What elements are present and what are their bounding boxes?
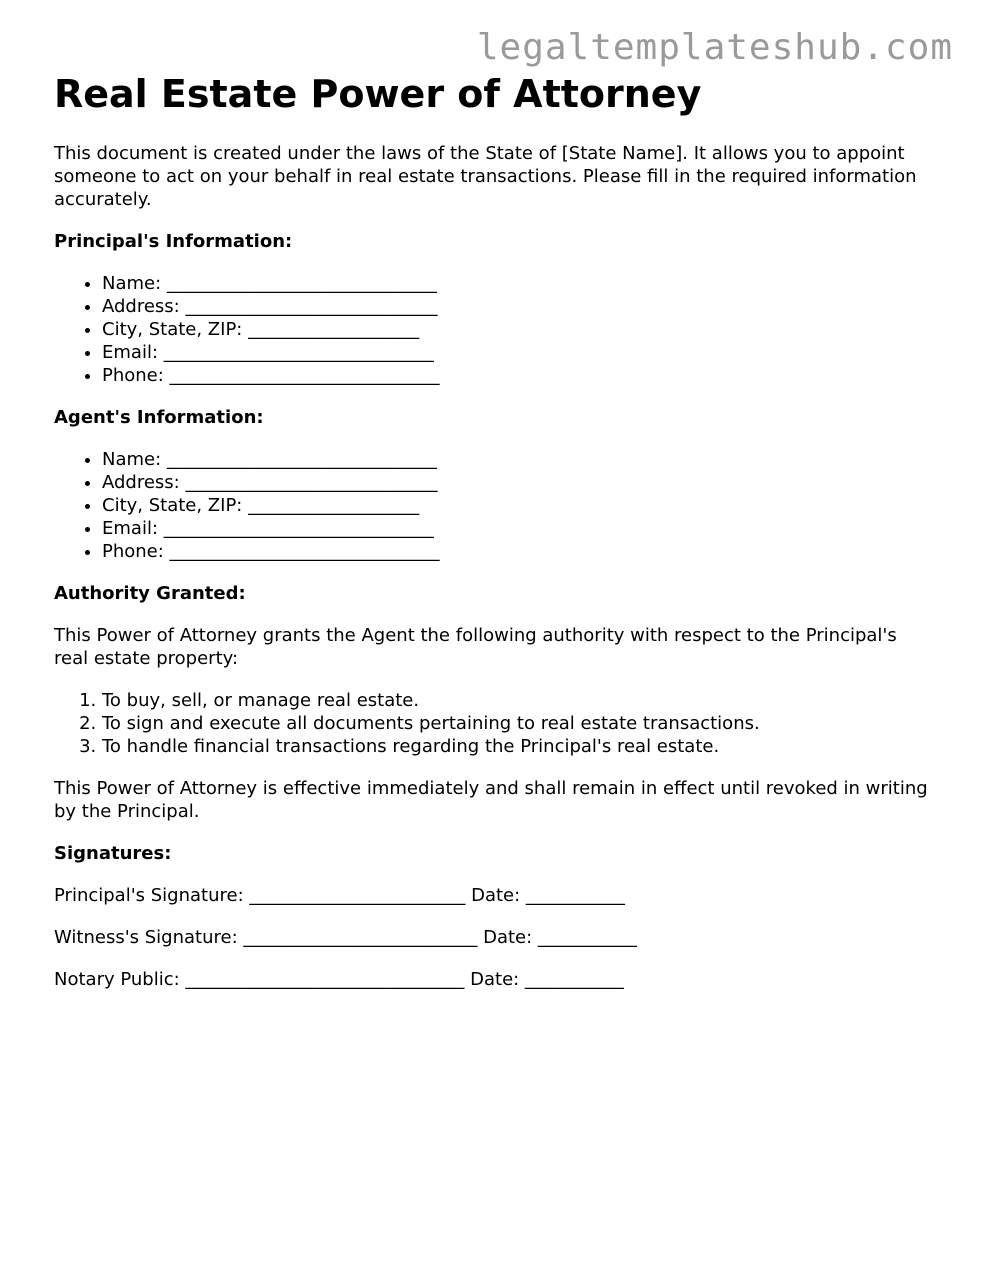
page-title: Real Estate Power of Attorney [54,72,702,116]
document-body [54,72,934,991]
intro-paragraph: This document is created under the laws of the State of [State Name]. It allows you to appoint someone to act on your behalf in real estate transactions. Please fill in the required information accurately. [54,143,917,210]
principal-heading: Principal's Information: [54,231,293,252]
agent-address-field: • Address: ____________________________ [102,471,934,494]
authority-list [54,689,934,758]
agent-fields-list [54,448,934,563]
authority-item: 1. To buy, sell, or manage real estate. [102,689,934,712]
witness-signature-line: Witness's Signature: __________________________ Date: ___________ [54,927,637,948]
agent-email-field: • Email: ______________________________ [102,517,934,540]
signatures-heading: Signatures: [54,843,172,864]
notary-signature-line: Notary Public: _______________________________ Date: ___________ [54,969,624,990]
authority-intro: This Power of Attorney grants the Agent the following authority with respect to the Principal's real estate property: [54,625,897,669]
agent-name-field: • Name: ______________________________ [102,448,934,471]
principal-address-field: • Address: ____________________________ [102,295,934,318]
effective-paragraph: This Power of Attorney is effective immediately and shall remain in effect until revoked in writing by the Principal. [54,778,928,822]
authority-item: 2. To sign and execute all documents pertaining to real estate transactions. [102,712,934,735]
principal-fields-list [54,272,934,387]
principal-phone-field: • Phone: ______________________________ [102,364,934,387]
authority-item: 3. To handle financial transactions regarding the Principal's real estate. [102,735,934,758]
principal-email-field: • Email: ______________________________ [102,341,934,364]
authority-heading: Authority Granted: [54,583,246,604]
agent-heading: Agent's Information: [54,407,264,428]
agent-city-state-zip-field: • City, State, ZIP: ___________________ [102,494,934,517]
watermark: legaltemplateshub.com [476,27,953,68]
principal-city-state-zip-field: • City, State, ZIP: ___________________ [102,318,934,341]
principal-name-field: • Name: ______________________________ [102,272,934,295]
agent-phone-field: • Phone: ______________________________ [102,540,934,563]
principal-signature-line: Principal's Signature: ________________________ Date: ___________ [54,885,625,906]
